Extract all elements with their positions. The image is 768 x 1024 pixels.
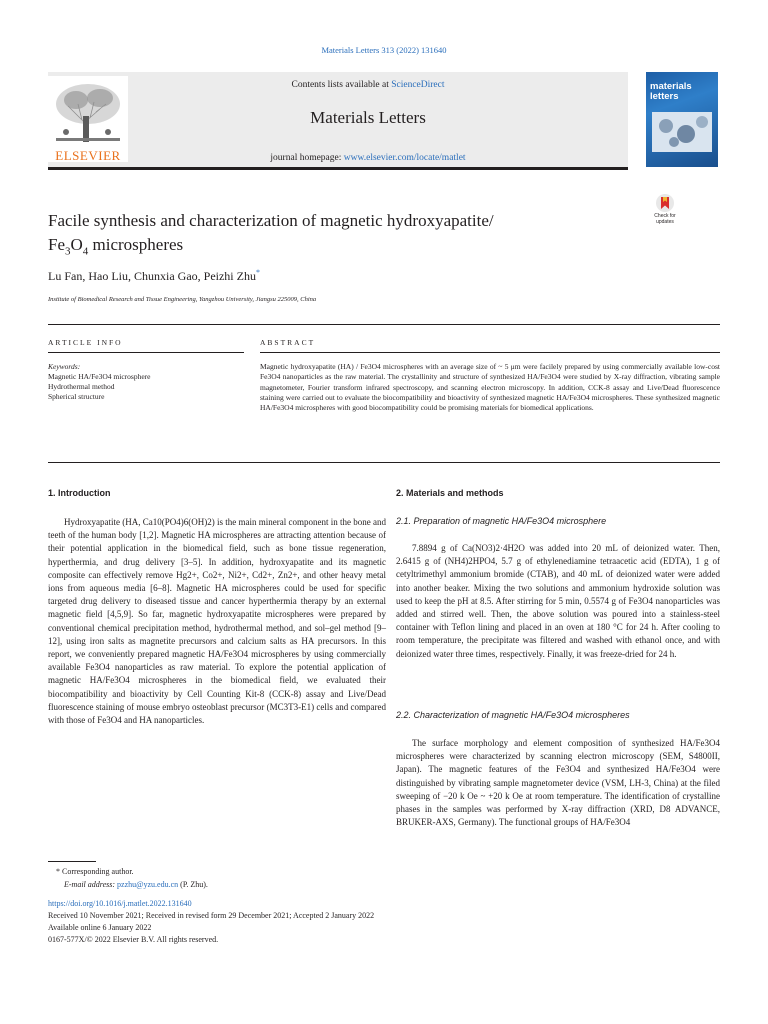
check-for-updates-button[interactable] xyxy=(645,193,685,233)
keyword-item: Spherical structure xyxy=(48,392,105,401)
article-title-line-2: $Fe_3O_4$ microspheres xyxy=(48,235,184,258)
copyright: 0167-577X/© 2022 Elsevier B.V. All rights reserved. xyxy=(48,935,219,944)
journal-reference-link[interactable]: Materials Letters 313 (2022) 131640 xyxy=(321,45,447,55)
check-for-updates-label: Check for updates xyxy=(654,213,676,225)
sciencedirect-link[interactable]: ScienceDirect xyxy=(391,80,445,90)
methods-paragraph-2: The surface morphology and element composition of synthesized HA/Fe3O4 microspheres were characterized by scanning electron microscopy (SEM, S4800II, Japan). The magnetic features of the Fe3O4 and synthesized HA/Fe3O4 were distinguished by vibrating sample magnetometer device (VSM, LH-3, China) at the filed sweeping of −20 k Oe ~ +20 k Oe at room temperature. The identification of crystalline phases in the samples was performed by X-ray diffraction (XRD, D8 ADVANCE, BRUKER-AXS, Germany). The functional groups of HA/Fe3O4 xyxy=(396,738,720,828)
footnote-rule xyxy=(48,861,96,862)
email-label: E-mail address: xyxy=(64,880,116,889)
contents-prefix: Contents lists available at xyxy=(291,80,392,90)
journal-cover-image[interactable] xyxy=(646,72,718,167)
footnote-corresponding-text: Corresponding author. xyxy=(62,867,134,876)
divider-abstract xyxy=(260,352,720,353)
article-info-label: ARTICLE INFO xyxy=(48,338,123,347)
keyword-item: Magnetic HA/Fe3O4 microsphere xyxy=(48,372,151,381)
abstract-label: ABSTRACT xyxy=(260,338,316,347)
article-title xyxy=(48,209,618,263)
divider-top xyxy=(48,324,720,325)
footnote-mark: * xyxy=(56,867,60,876)
divider-article-info xyxy=(48,352,244,353)
contents-line xyxy=(168,80,568,90)
doi-link[interactable]: https://doi.org/10.1016/j.matlet.2022.131640 xyxy=(48,899,192,908)
keyword-item: Hydrothermal method xyxy=(48,382,115,391)
intro-heading: 1. Introduction xyxy=(48,488,111,498)
methods-heading: 2. Materials and methods xyxy=(396,488,504,498)
affiliation: Institute of Biomedical Research and Tissue Engineering, Yangzhou University, Jiangsu 225009, China xyxy=(48,296,317,303)
available-online: Available online 6 January 2022 xyxy=(48,923,152,932)
methods-subheading-2: 2.2. Characterization of magnetic HA/Fe3O4 microspheres xyxy=(396,710,630,720)
keywords-label: Keywords: xyxy=(48,362,81,371)
corresponding-author-mark[interactable]: * xyxy=(255,268,260,277)
methods-subheading-1: 2.1. Preparation of magnetic HA/Fe3O4 microsphere xyxy=(396,516,607,526)
author-list xyxy=(48,268,548,284)
abstract-text: Magnetic hydroxyapatite (HA) / Fe3O4 microspheres with an average size of ~ 5 μm were facilely prepared by using commercially available low-cost Fe3O4 nanoparticles as the raw material. The crystallinity and structure of synthesized HA/Fe3O4 were studied by X-ray diffraction, vibrating sample magnetometer, Fourier transform infrared spectroscopy, and scanning electron microscopy. In addition, CCK-8 assay and Live/Dead fluorescence staining were carried out to evaluate the biocompatibility and bioactivity of synthesized magnetic HA/Fe3O4 microspheres. These synthesized magnetic HA/Fe3O4 microspheres with good biocompatibility could be promising materials for biomedical applications. xyxy=(260,362,720,413)
publisher-wordmark: ELSEVIER xyxy=(55,148,121,163)
authors-text: Lu Fan, Hao Liu, Chunxia Gao, Peizhi Zhu xyxy=(48,269,256,283)
email-link[interactable]: pzzhu@yzu.edu.cn xyxy=(117,880,179,889)
homepage-line xyxy=(168,153,568,163)
footnote-corresponding xyxy=(56,866,134,878)
article-title-line-1: Facile synthesis and characterization of magnetic hydroxyapatite/ xyxy=(48,211,494,230)
intro-paragraph: Hydroxyapatite (HA, Ca10(PO4)6(OH)2) is the main mineral component in the bone and teeth of the human body [1,2]. Magnetic HA microspheres are attracting attention because of their potential application in the biomedical field, such as bone tissue regeneration, hyperthermia, and drug delivery [3–5]. In addition, hydroxyapatite and its magnetic composite can effectively remove Hg2+, Co2+, Ni2+, Cd2+, Zn2+, and other heavy metal ions from aqueous media [6–8]. Magnetic HA microspheres could be used for specific targeted drug delivery to diseased tissue and cancer hyperthermia therapy by an external magnetic field [4,5,9]. So far, magnetic hydroxyapatite microspheres were prepared by conventional chemical precipitation method, hydrothermal method, and sol–gel method [9–12], using iron salts as magnetite precursors and calcium salts as HA precursors. In this report, we conveniently prepared magnetic HA/Fe3O4 microspheres by using commercially available Fe3O4 nanoparticles as raw material. To explore the potential application of magnetic HA/Fe3O4 microspheres in the biomedical field, we evaluated their biocompatibility and bioactivity by Cell Counting Kit-8 (CCK-8) assay and Live/Dead fluorescence staining of mouse embryo osteoblast precursor (MC3T3-E1) cells and compared with those of Fe3O4 and HA nanoparticles. xyxy=(48,517,386,726)
divider-bottom xyxy=(48,462,720,463)
cover-graphic-icon xyxy=(646,108,718,167)
bookmark-ribbon-icon xyxy=(655,193,675,213)
keywords-block xyxy=(48,362,238,402)
methods-paragraph-1: 7.8894 g of Ca(NO3)2·4H2O was added into 20 mL of deionized water. Then, 2.6415 g of (NH4)2HPO4, 5.7 g of ethylenediamine tetraacetic acid (EDTA), 1 g of cetyltrimethyl ammonium bromide (CTAB), and 40 mL of deionized water were added into another beaker. Mixing the two solutions and ammonium hydroxide solution was used to keep the pH at 8.5. After stirring for 5 min, 0.5574 g of Fe3O4 nanoparticles was added and stirred well. Then, the above solution was poured into a stainless-steel container with Teflon lining and placed in an oven at 180 °C for 24 h. After cooling to room temperature, the precipitate was filtered and washed with ethanol once, and with deionized water three times, respectively. Finally, it was freeze-dried for 24 h. xyxy=(396,543,720,659)
homepage-prefix: journal homepage: xyxy=(270,153,344,163)
cover-title: materials letters xyxy=(650,81,692,102)
received-dates: Received 10 November 2021; Received in revised form 29 December 2021; Accepted 2 January 2022 xyxy=(48,911,375,920)
email-suffix: (P. Zhu). xyxy=(180,880,208,889)
footnote-email xyxy=(64,879,208,891)
homepage-link[interactable]: www.elsevier.com/locate/matlet xyxy=(343,153,466,163)
journal-title: Materials Letters xyxy=(310,108,426,127)
